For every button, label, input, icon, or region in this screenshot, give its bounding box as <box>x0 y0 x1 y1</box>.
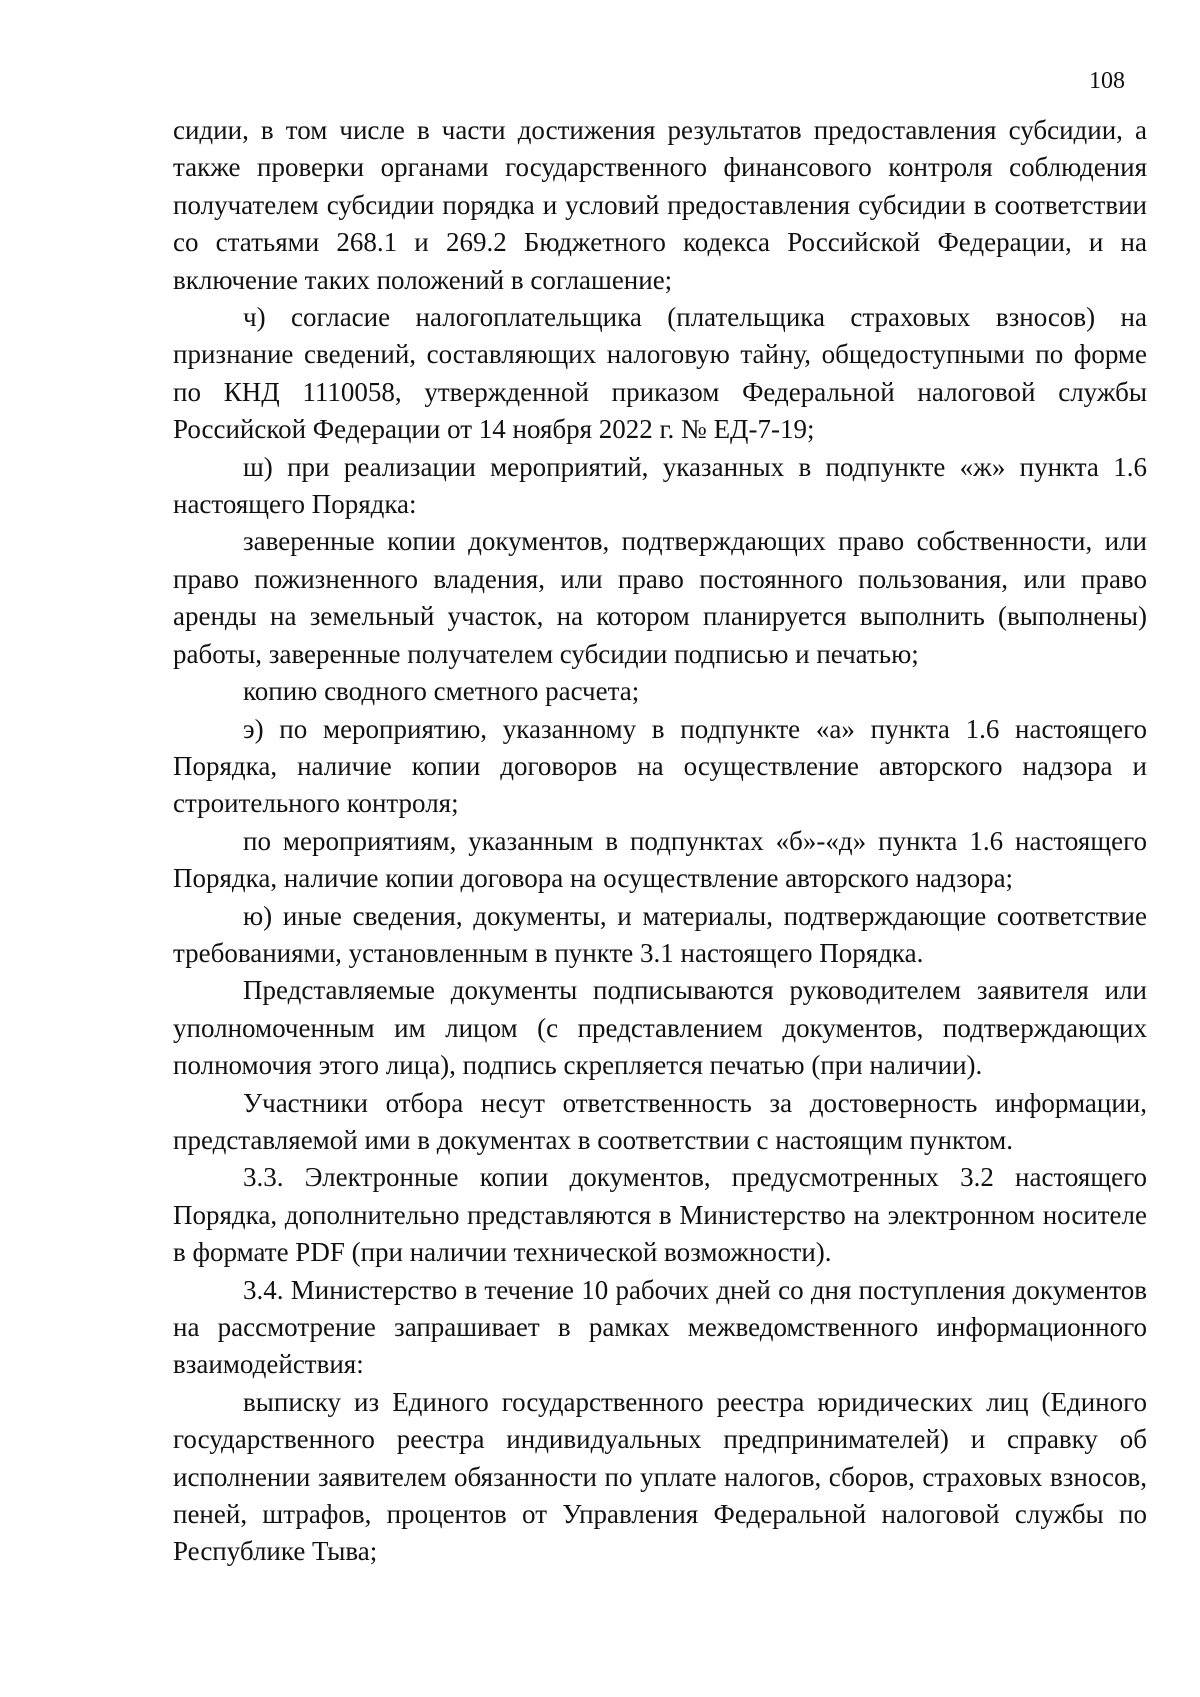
paragraph-registry-extract: выписку из Единого государственного реестра юридических лиц (Единого государственного реестра индивидуальных предпринимателей) и справку об исполнении заявителем обязанности по уплате налогов, сборов, страховых взносов, пеней, штрафов, процентов от Управления Федеральной налоговой службы по Республике Тыва; <box>173 1386 1147 1567</box>
paragraph-subsidy-control-consent: сидии, в том числе в части достижения результатов предоставления субсидии, а также проверки органами государственного финансового контроля соблюдения получателем субсидии порядка и условий предоставления субсидии в соответствии со статьями 268.1 и 269.2 Бюджетного кодекса Российской Федерации, и на включение таких положений в соглашение; <box>173 115 1147 295</box>
paragraph-section-3-3-electronic-copies: 3.3. Электронные копии документов, предусмотренных 3.2 настоящего Порядка, дополнительно представляются в Министерство на электронном носителе в формате PDF (при наличии технической возможности). <box>173 1162 1147 1268</box>
page-number: 108 <box>1089 68 1125 94</box>
paragraph-section-3-4-interagency-request: 3.4. Министерство в течение 10 рабочих дней со дня поступления документов на рассмотрение запрашивает в рамках межведомственного информационного взаимодействия: <box>173 1274 1147 1380</box>
paragraph-item-e-supervision-contracts: э) по мероприятию, указанному в подпункте «а» пункта 1.6 настоящего Порядка, наличие копии договоров на осуществление авторского надзора и строительного контроля; <box>173 713 1147 819</box>
paragraph-document-signing: Представляемые документы подписываются руководителем заявителя или уполномоченным им лицом (с представлением документов, подтверждающих полномочия этого лица), подпись скрепляется печатью (при наличии). <box>173 975 1147 1081</box>
paragraph-author-supervision-contract: по мероприятиям, указанным в подпунктах «б»-«д» пункта 1.6 настоящего Порядка, наличие копии договора на осуществление авторского надзора; <box>173 825 1147 894</box>
paragraph-land-rights-copies: заверенные копии документов, подтверждающих право собственности, или право пожизненного владения, или право постоянного пользования, или право аренды на земельный участок, на котором планируется выполнить (выполнены) работы, заверенные получателем субсидии подписью и печатью; <box>173 526 1147 669</box>
paragraph-estimate-copy: копию сводного сметного расчета; <box>243 676 640 707</box>
paragraph-item-yu-other-documents: ю) иные сведения, документы, и материалы, подтверждающие соответствие требованиями, установленным в пункте 3.1 настоящего Порядка. <box>173 900 1147 968</box>
paragraph-item-ch-tax-secret-consent: ч) согласие налогоплательщика (плательщика страховых взносов) на признание сведений, составляющих налоговую тайну, общедоступными по форме по КНД 1110058, утвержденной приказом Федеральной налоговой службы Российской Федерации от 14 ноября 2022 г. № ЕД-7-19; <box>173 302 1147 445</box>
paragraph-participant-responsibility: Участники отбора несут ответственность за достоверность информации, представляемой ими в документах в соответствии с настоящим пунктом. <box>173 1087 1147 1155</box>
paragraph-item-sh-measures: ш) при реализации мероприятий, указанных в подпункте «ж» пункта 1.6 настоящего Порядка: <box>173 451 1147 520</box>
document-body <box>173 112 1147 1571</box>
